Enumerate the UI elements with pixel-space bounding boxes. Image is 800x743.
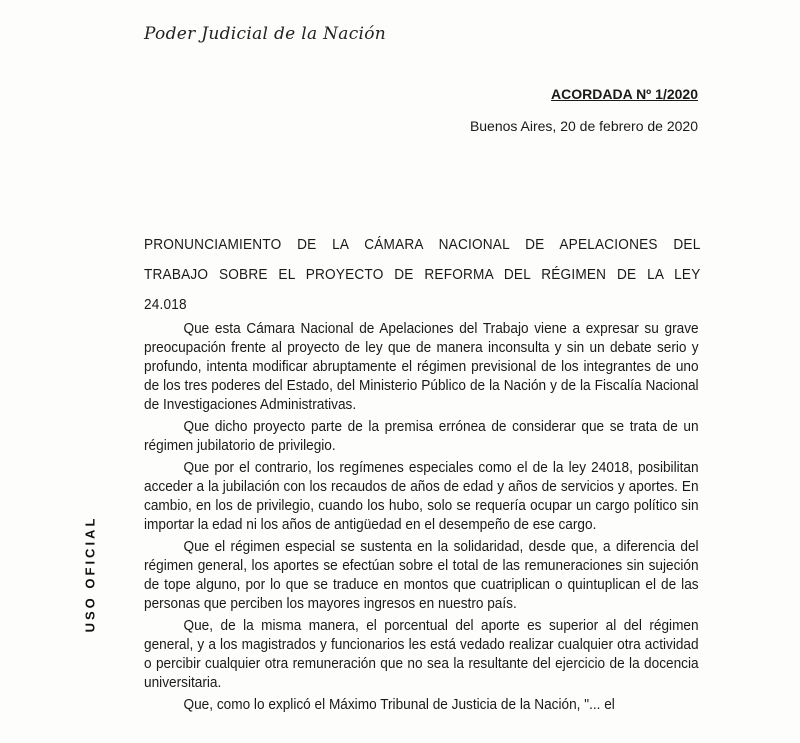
letterhead: Poder Judicial de la Nación [144,24,387,44]
paragraph: Que dicho proyecto parte de la premisa errónea de considerar que se trata de un régimen jubilatorio de privilegio. [144,419,699,454]
heading-line-2: TRABAJO SOBRE EL PROYECTO DE REFORMA DEL RÉGIMEN DE LA LEY [144,267,701,283]
paragraph: Que, como lo explicó el Máximo Tribunal de Justicia de la Nación, "... el [183,697,615,713]
paragraph: Que esta Cámara Nacional de Apelaciones del Trabajo viene a expresar su grave preocupación frente al proyecto de ley que de manera inconsulta y sin un debate serio y profundo, intenta modificar abruptamente el régimen previsional de los integrantes de uno de los tres poderes del Estado, del Ministerio Público de la Nación y de la Fiscalía Nacional de Investigaciones Administrativas. [144,321,699,413]
body-text [144,320,699,718]
paragraph: Que por el contrario, los regímenes especiales como el de la ley 24018, posibilitan acceder a la jubilación con los recaudos de años de edad y años de servicios y aportes. En cambio, en los de privilegio, cuando los hubo, solo se requería ocupar un cargo político sin importar la edad ni los años de antigüedad en el desempeño de ese cargo. [144,460,699,533]
side-stamp [80,504,100,644]
document-heading [144,230,700,320]
date-line: Buenos Aires, 20 de febrero de 2020 [469,118,698,134]
acordada-title: ACORDADA Nº 1/2020 [551,86,698,102]
side-stamp-text: USO OFICIAL [82,515,98,633]
heading-line-3: 24.018 [144,297,187,313]
paragraph: Que, de la misma manera, el porcentual del aporte es superior al del régimen general, y a los magistrados y funcionarios les está vedado realizar cualquier otra actividad o percibir cualquier otra remuneración que no sea la resultante del ejercicio de la docencia universitaria. [144,618,699,691]
paragraph: Que el régimen especial se sustenta en la solidaridad, desde que, a diferencia del régimen general, los aportes se efectúan sobre el total de las remuneraciones sin sujeción de tope alguno, por lo que se traduce en montos que cuatriplican o quintuplican el de las personas que perciben los mayores ingresos en nuestro país. [144,539,699,612]
heading-line-1: PRONUNCIAMIENTO DE LA CÁMARA NACIONAL DE APELACIONES DEL [144,237,701,253]
